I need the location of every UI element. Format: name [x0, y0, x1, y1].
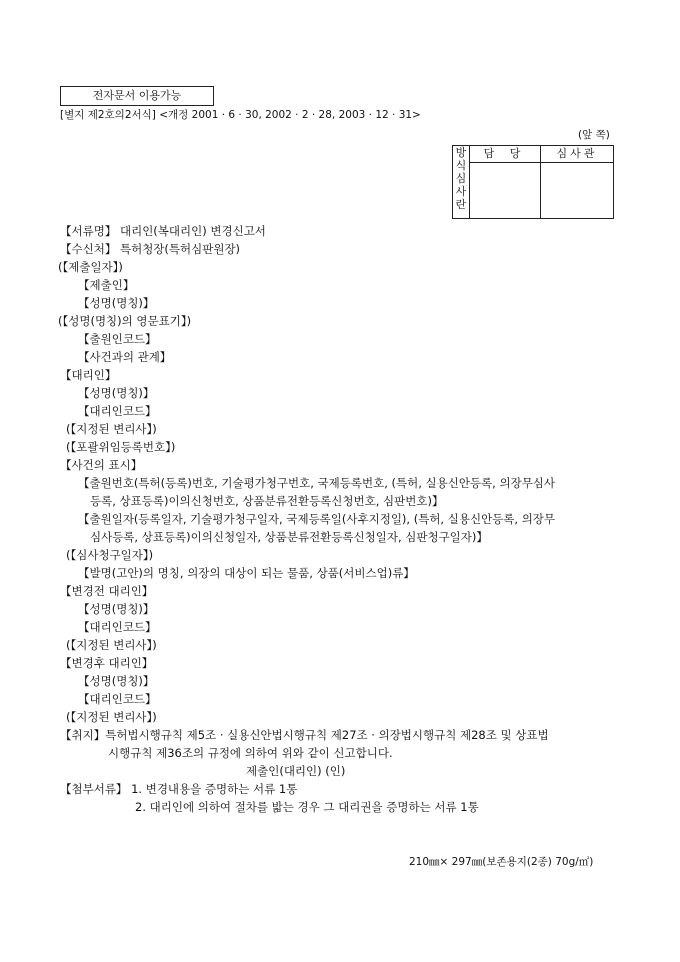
paper-spec: 210㎜× 297㎜(보존용지(2종) 70g/㎡): [409, 856, 594, 868]
form-revision-note: [별지 제2호의2서식] <개정 2001 · 6 · 30, 2002 · 2 · 28, 2003 · 12 · 31>: [60, 109, 421, 121]
form-line-submitter-english-name: (【성명(명칭)의 영문표기】): [58, 314, 192, 328]
form-line-application-number: 【출원번호(특허(등록)번호, 기술평가청구번호, 국제등록번호, (특허, 실용신안등록, 의장무심사: [78, 476, 556, 490]
form-line-document-name: 【서류명】 대리인(복대리인) 변경신고서: [60, 224, 266, 238]
form-line-purpose: 【취지】특허법시행규칙 제5조 · 실용신안법시행규칙 제27조 · 의장법시행규칙 제28조 및 상표법: [60, 728, 549, 742]
review-box-header-examiner: 심사관: [541, 146, 613, 163]
review-box-label-char: 란: [455, 198, 467, 211]
form-line-attachments: 【첨부서류】 1. 변경내용을 증명하는 서류 1통: [60, 782, 298, 796]
form-line-agent-code: 【대리인코드】: [78, 404, 157, 418]
page-side-label: (앞 쪽): [578, 129, 610, 141]
review-box-cell-officer: [470, 163, 541, 218]
form-line-agent-name: 【성명(명칭)】: [78, 386, 155, 400]
review-box-label-char: 식: [455, 159, 467, 172]
review-box-cell-examiner: [541, 163, 613, 218]
form-line-case-relation: 【사건과의 관계】: [78, 350, 172, 364]
review-box-header-officer: 담 당: [470, 146, 541, 163]
review-box-label-char: 사: [455, 185, 467, 198]
form-line-attachments-item2: 2. 대리인에 의하여 절차를 밟는 경우 그 대리권을 증명하는 서류 1통: [135, 800, 479, 814]
form-line-previous-designated-attorney: (【지정된 변리사】): [66, 638, 157, 652]
form-line-new-agent: 【변경후 대리인】: [60, 656, 154, 670]
review-box-label-char: 심: [455, 172, 467, 185]
form-line-new-agent-name: 【성명(명칭)】: [78, 674, 155, 688]
review-box-label: [453, 146, 470, 218]
form-line-new-agent-code: 【대리인코드】: [78, 692, 157, 706]
electronic-document-badge: 전자문서 이용가능: [60, 86, 214, 106]
form-line-recipient: 【수신처】 특허청장(특허심판원장): [60, 242, 241, 256]
form-line-submitter-name: 【성명(명칭)】: [78, 296, 155, 310]
form-line-application-number-cont: 등록, 상표등록)이의신청번호, 상품분류전환등록신청번호, 심판번호)】: [90, 494, 444, 508]
form-line-invention-title: 【발명(고안)의 명칭, 의장의 대상이 되는 물품, 상품(서비스업)류】: [78, 566, 415, 580]
review-box: [452, 145, 614, 219]
form-line-applicant-code: 【출원인코드】: [78, 332, 157, 346]
form-line-previous-agent-name: 【성명(명칭)】: [78, 602, 155, 616]
form-line-new-designated-attorney: (【지정된 변리사】): [66, 710, 157, 724]
form-line-previous-agent: 【변경전 대리인】: [60, 584, 154, 598]
form-line-designated-attorney: (【지정된 변리사】): [66, 422, 157, 436]
form-line-examination-request-date: (【심사청구일자】): [66, 548, 154, 562]
form-line-agent: 【대리인】: [60, 368, 117, 382]
form-line-previous-agent-code: 【대리인코드】: [78, 620, 157, 634]
form-line-application-date-cont: 심사등록, 상표등록)이의신청일자, 상품분류전환등록신청일자, 심판청구일자)】: [90, 530, 488, 544]
form-line-purpose-cont: 시행규칙 제36조의 규정에 의하여 위와 같이 신고합니다.: [108, 746, 393, 760]
review-box-label-char: 방: [455, 146, 467, 159]
form-line-submitter: 【제출인】: [78, 278, 135, 292]
form-line-general-power-number: (【포괄위임등록번호】): [66, 440, 176, 454]
form-line-signature: 제출인(대리인) (인): [246, 764, 346, 778]
form-line-application-date: 【출원일자(등록일자, 기술평가청구일자, 국제등록일(사후지정일), (특허, 실용신안등록, 의장무: [78, 512, 556, 526]
form-line-submission-date: (【제출일자】): [58, 260, 123, 274]
form-line-case-indication: 【사건의 표시】: [60, 458, 143, 472]
